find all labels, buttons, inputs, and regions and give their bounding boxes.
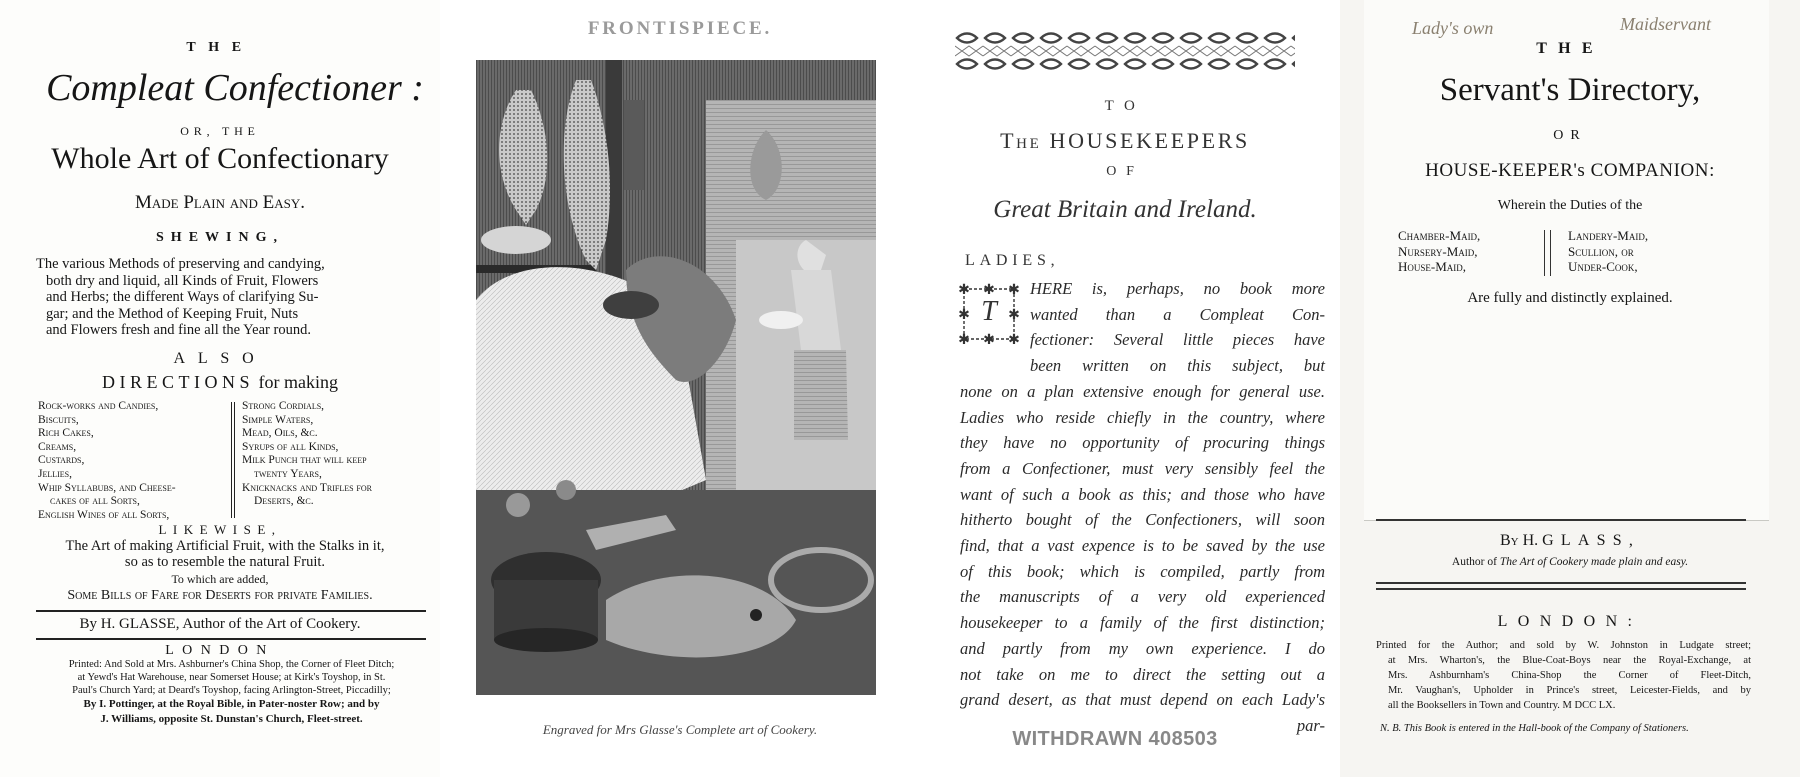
rule-divider (36, 638, 426, 640)
body-line: HERE is, perhaps, no book more (1030, 279, 1325, 298)
directions-right-column (242, 400, 432, 509)
list-item: cakes of all Sorts, (50, 495, 140, 508)
rule-divider (1376, 582, 1746, 584)
methods-line: and Flowers fresh and fine all the Year round. (46, 322, 311, 338)
methods-line: The various Methods of preserving and candying, (36, 256, 325, 272)
body-line: want of such a book as this; and those who have (960, 484, 1325, 504)
svg-text:✱: ✱ (958, 332, 970, 347)
salutation: LADIES, (965, 252, 1060, 269)
title-or: OR (1553, 128, 1587, 143)
directions-heading (0, 372, 440, 393)
body-line: housekeeper to a family of the first distinction; (960, 613, 1325, 633)
confectioner-title-page (0, 0, 440, 777)
list-item: Scullion, or (1568, 243, 1634, 259)
svg-text:✱: ✱ (1008, 307, 1020, 323)
dedication-nations: Great Britain and Ireland. (993, 196, 1257, 223)
frontispiece-heading: FRONTISPIECE. (587, 18, 773, 39)
handwritten-annotation-left: Lady's own (1412, 18, 1494, 38)
list-item: Chamber-Maid, (1398, 228, 1481, 243)
list-item: Knicknacks and Trifles for (242, 481, 372, 494)
list-item: Custards, (38, 454, 85, 467)
or-the: OR, THE (180, 124, 260, 138)
column-divider (1544, 230, 1551, 276)
artificial-line: so as to resemble the natural Fruit. (124, 554, 326, 570)
wherein-line: Wherein the Duties of the (1497, 198, 1643, 213)
dedication-of: OF (1106, 164, 1144, 179)
duties-left-column (1398, 228, 1480, 275)
svg-text:✱: ✱ (983, 282, 995, 298)
book-subtitle: HOUSE-KEEPER's COMPANION: (1425, 160, 1715, 181)
body-line: from a Confectioner, must very sensibly feel the (960, 458, 1325, 478)
title-the: THE (1536, 40, 1604, 57)
list-item: Mead, Oils, &c. (242, 427, 318, 440)
svg-text:✱: ✱ (958, 307, 970, 323)
body-line: the manuscripts of a very old experienced (960, 587, 1325, 607)
rule-divider (1376, 519, 1746, 521)
list-item: Creams, (38, 440, 77, 453)
directions-for-making: for making (258, 372, 338, 392)
list-item: Milk Punch that will keep (242, 454, 367, 467)
book-title: Servant's Directory, (1439, 72, 1701, 108)
column-divider (231, 402, 235, 518)
list-item: Jellies, (38, 467, 73, 480)
body-line: of this book; which is compiled, partly from (960, 561, 1325, 581)
svg-text:✱: ✱ (983, 332, 995, 347)
drop-cap-letter: T (981, 296, 997, 327)
frontispiece-caption: Engraved for Mrs Glasse's Complete art of Cookery. (542, 722, 818, 737)
imprint-text (34, 658, 429, 697)
methods-line: and Herbs; the different Ways of clarifying Su- (46, 289, 319, 305)
rule-divider (36, 610, 426, 612)
servants-directory-title-page (1340, 0, 1800, 777)
imprint-line: J. Williams, opposite St. Dunstan's Church, Fleet-street. (100, 713, 363, 725)
imprint-line: at Mrs. Wharton's, the Blue-Coat-Boys near the Royal-Exchange, at (1388, 655, 1751, 666)
also-heading: ALSO (173, 350, 267, 367)
kitchen-engraving-image (476, 60, 876, 695)
imprint-line: Printed for the Author; and sold by W. Johnston in Ludgate street; (1376, 640, 1751, 651)
likewise-heading: LIKEWISE, (158, 522, 282, 537)
london-imprint-heading: LONDON: (1497, 613, 1643, 630)
duties-right-column (1568, 228, 1648, 275)
author-credit-title: The Art of Cookery made plain and easy. (1499, 556, 1689, 568)
author-name: GLASS, (1542, 532, 1641, 549)
artificial-line: The Art of making Artificial Fruit, with the Stalks in it, (65, 538, 385, 554)
bills-of-fare: Some Bills of Fare for Deserts for private Families. (67, 588, 373, 603)
made-plain: Made Plain and Easy. (134, 192, 305, 213)
list-item: Simple Waters, (242, 413, 314, 426)
london-imprint-heading: LONDON (165, 643, 275, 658)
frontispiece-page (440, 0, 920, 777)
body-line: not take on me to direct the setting out a (960, 664, 1325, 684)
dedication-to: TO (1104, 98, 1146, 114)
list-item: Biscuits, (38, 413, 79, 426)
library-stamp: WITHDRAWN 408503 (1012, 728, 1218, 750)
author-credit (1340, 556, 1800, 568)
body-line: hitherto bought of the Confectioners, will soon (960, 510, 1325, 530)
dedication-housekeepers: The HOUSEKEEPERS (1000, 128, 1250, 153)
shewing-heading: SHEWING, (156, 230, 284, 245)
imprint-text (1376, 638, 1751, 713)
list-item: Nursery-Maid, (1398, 243, 1478, 259)
methods-paragraph (36, 256, 416, 339)
body-line: fectioner: Several little pieces have (1030, 330, 1325, 350)
list-item: English Wines of all Sorts, (38, 508, 170, 521)
body-line: and partly from my own experience. I do (960, 638, 1325, 658)
by-line (1340, 532, 1800, 550)
rule-divider (1376, 588, 1746, 590)
imprint-line: Mr. Vaughan's, Upholder in Prince's street, Leicester-Fields, and by (1388, 685, 1751, 696)
list-item: Rich Cakes, (38, 427, 94, 440)
book-subtitle: Whole Art of Confectionary (51, 142, 389, 175)
book-title: Compleat Confectioner : (46, 67, 424, 109)
list-item: Deserts, &c. (254, 495, 314, 508)
svg-text:✱: ✱ (1008, 282, 1020, 298)
body-line: wanted than a Compleat Con- (1030, 304, 1325, 324)
catchword: par- (1296, 715, 1325, 735)
imprint-line: Mrs. Ashburnham's China-Shop the Corner of Fleet-Ditch, (1388, 670, 1751, 681)
body-line: find, that a vast expence is to be saved by the use (960, 536, 1325, 556)
imprint-line: Printed: And Sold at Mrs. Ashburner's China Shop, the Corner of Fleet Ditch; (68, 659, 395, 670)
body-line: none on a plan extensive enough for general use. (960, 381, 1325, 401)
imprint-line: at Yewd's Hat Warehouse, near Somerset House; at Kirk's Toyshop, in St. (77, 672, 386, 683)
methods-line: both dry and liquid, all Kinds of Fruit, Flowers (46, 272, 319, 289)
imprint-line: By I. Pottinger, at the Royal Bible, in Pater-noster Row; and by (83, 698, 380, 710)
stationers-note: N. B. This Book is entered in the Hall-book of the Company of Stationers. (1380, 723, 1689, 734)
imprint-line: all the Booksellers in Town and Country. M DCC LX. (1388, 700, 1616, 711)
imprint-line: Paul's Church Yard; at Deard's Toyshop, facing Arlington-Street, Piccadilly; (72, 685, 391, 696)
list-item: Strong Cordials, (242, 400, 325, 412)
list-item: Landery-Maid, (1568, 228, 1649, 243)
methods-line: gar; and the Method of Keeping Fruit, Nuts (46, 305, 299, 322)
to-which-added: To which are added, (171, 572, 269, 586)
by-label: By H. (1499, 532, 1539, 549)
dedication-body (960, 276, 1325, 739)
imprint-text-2 (34, 697, 429, 727)
list-item: twenty Years, (254, 467, 322, 480)
frontispiece-engraving (476, 60, 876, 695)
directions-word: DIRECTIONS (102, 372, 254, 392)
body-line: they have no opportunity of procuring things (960, 433, 1325, 453)
list-item: Rock-works and Candies, (38, 400, 159, 412)
explained-line: Are fully and distinctly explained. (1467, 290, 1673, 306)
list-item: Whip Syllabubs, and Cheese- (38, 481, 176, 494)
handwritten-annotation-right: Maidservant (1620, 14, 1711, 34)
svg-text:✱: ✱ (1008, 332, 1020, 347)
body-line: been written on this subject, but (1030, 356, 1325, 376)
list-item: House-Maid, (1398, 259, 1467, 274)
directions-left-column (38, 400, 228, 522)
body-line: Ladies who reside chiefly in the country, where (960, 407, 1325, 427)
body-line: grand desert, as that must depend on each Lady's (960, 690, 1325, 710)
ornamental-border-icon (955, 30, 1295, 72)
author-credit-prefix: Author of (1451, 556, 1497, 568)
dedication-page (920, 0, 1340, 777)
by-line: By H. GLASSE, Author of the Art of Cookery. (79, 616, 361, 632)
list-item: Syrups of all Kinds, (242, 440, 339, 453)
list-item: Under-Cook, (1568, 259, 1638, 274)
title-the: THE (186, 40, 254, 55)
svg-text:✱: ✱ (958, 282, 970, 298)
artificial-fruit-text (30, 538, 420, 570)
